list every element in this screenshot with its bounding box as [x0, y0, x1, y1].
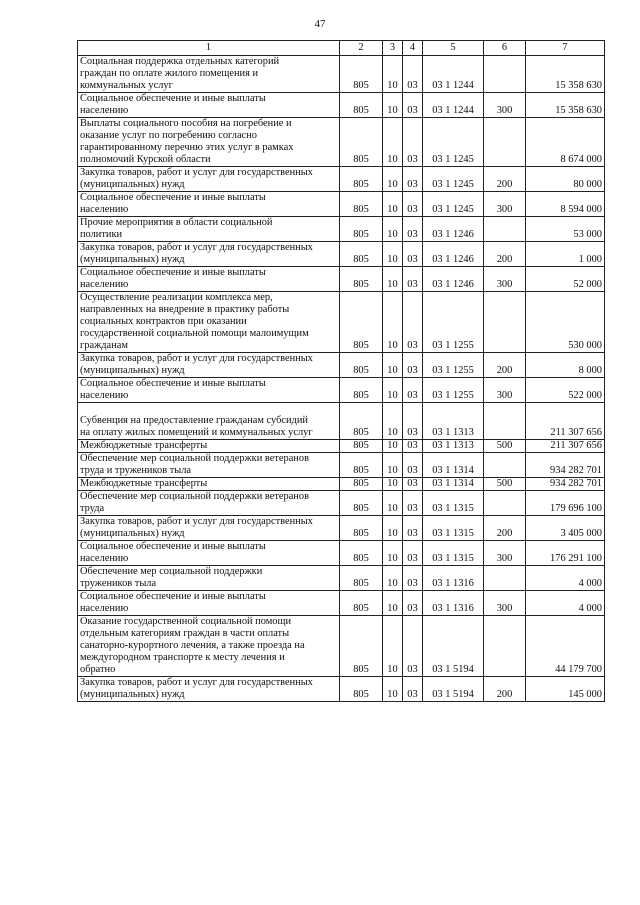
cell-pr: 03 — [403, 378, 423, 403]
cell-pr: 03 — [403, 192, 423, 217]
cell-sum: 211 307 656 — [526, 440, 605, 453]
cell-vr: 300 — [484, 192, 526, 217]
cell-vr: 200 — [484, 516, 526, 541]
cell-rz: 10 — [383, 453, 403, 478]
cell-grbs: 805 — [340, 217, 383, 242]
cell-grbs: 805 — [340, 541, 383, 566]
table-row — [78, 192, 605, 217]
cell-grbs: 805 — [340, 591, 383, 616]
cell-name: Обеспечение мер социальной поддержки тружеников тыла — [78, 566, 340, 591]
cell-rz: 10 — [383, 677, 403, 702]
cell-csr: 03 1 1316 — [423, 591, 484, 616]
cell-csr: 03 1 1255 — [423, 378, 484, 403]
table-row — [78, 93, 605, 118]
cell-sum: 179 696 100 — [526, 491, 605, 516]
cell-grbs: 805 — [340, 118, 383, 167]
cell-pr: 03 — [403, 217, 423, 242]
cell-sum: 80 000 — [526, 167, 605, 192]
cell-pr: 03 — [403, 267, 423, 292]
table-row — [78, 267, 605, 292]
cell-sum: 53 000 — [526, 217, 605, 242]
page-number: 47 — [314, 18, 326, 30]
cell-rz: 10 — [383, 118, 403, 167]
cell-vr — [484, 491, 526, 516]
cell-rz: 10 — [383, 242, 403, 267]
cell-pr: 03 — [403, 516, 423, 541]
table-row — [78, 353, 605, 378]
cell-sum: 176 291 100 — [526, 541, 605, 566]
table-row — [78, 491, 605, 516]
cell-rz: 10 — [383, 93, 403, 118]
cell-grbs: 805 — [340, 292, 383, 353]
table-row — [78, 403, 605, 440]
cell-vr: 300 — [484, 93, 526, 118]
cell-pr: 03 — [403, 56, 423, 93]
cell-csr: 03 1 1245 — [423, 167, 484, 192]
cell-vr: 300 — [484, 378, 526, 403]
cell-sum: 145 000 — [526, 677, 605, 702]
cell-sum: 934 282 701 — [526, 453, 605, 478]
table-row — [78, 591, 605, 616]
cell-grbs: 805 — [340, 491, 383, 516]
cell-grbs: 805 — [340, 516, 383, 541]
table-row — [78, 616, 605, 677]
cell-rz: 10 — [383, 616, 403, 677]
cell-rz: 10 — [383, 267, 403, 292]
cell-vr — [484, 453, 526, 478]
cell-pr: 03 — [403, 403, 423, 440]
table-body — [78, 56, 605, 702]
cell-sum: 522 000 — [526, 378, 605, 403]
cell-rz: 10 — [383, 353, 403, 378]
table-row — [78, 292, 605, 353]
header-col-rz: 3 — [383, 41, 403, 56]
cell-vr: 200 — [484, 677, 526, 702]
cell-csr: 03 1 1245 — [423, 118, 484, 167]
cell-sum: 8 674 000 — [526, 118, 605, 167]
table-row — [78, 541, 605, 566]
cell-pr: 03 — [403, 242, 423, 267]
table-row — [78, 217, 605, 242]
cell-csr: 03 1 1315 — [423, 491, 484, 516]
cell-pr: 03 — [403, 478, 423, 491]
cell-vr — [484, 217, 526, 242]
cell-vr: 300 — [484, 541, 526, 566]
header-col-name: 1 — [78, 41, 340, 56]
cell-name: Закупка товаров, работ и услуг для государственных (муниципальных) нужд — [78, 167, 340, 192]
cell-grbs: 805 — [340, 167, 383, 192]
cell-csr: 03 1 1246 — [423, 242, 484, 267]
cell-vr: 500 — [484, 478, 526, 491]
cell-csr: 03 1 5194 — [423, 677, 484, 702]
cell-rz: 10 — [383, 440, 403, 453]
cell-pr: 03 — [403, 118, 423, 167]
table-row — [78, 242, 605, 267]
cell-csr: 03 1 1244 — [423, 93, 484, 118]
cell-name: Выплаты социального пособия на погребение и оказание услуг по погребению согласно гарантированному перечню этих услуг в рамках полномочий Курской области — [78, 118, 340, 167]
table-row — [78, 440, 605, 453]
cell-pr: 03 — [403, 93, 423, 118]
cell-csr: 03 1 1316 — [423, 566, 484, 591]
table-row — [78, 56, 605, 93]
cell-name: Осуществление реализации комплекса мер, направленных на внедрение в практику работы социальных контрактов при оказании государственной социальной помощи малоимущим гражданам — [78, 292, 340, 353]
cell-grbs: 805 — [340, 192, 383, 217]
cell-name: Социальное обеспечение и иные выплаты населению — [78, 192, 340, 217]
cell-name: Социальное обеспечение и иные выплаты населению — [78, 591, 340, 616]
cell-rz: 10 — [383, 516, 403, 541]
cell-rz: 10 — [383, 566, 403, 591]
cell-sum: 530 000 — [526, 292, 605, 353]
cell-vr: 300 — [484, 591, 526, 616]
cell-rz: 10 — [383, 403, 403, 440]
cell-vr — [484, 56, 526, 93]
cell-name: Социальная поддержка отдельных категорий граждан по оплате жилого помещения и коммунальных услуг — [78, 56, 340, 93]
cell-csr: 03 1 1315 — [423, 516, 484, 541]
cell-grbs: 805 — [340, 267, 383, 292]
cell-rz: 10 — [383, 491, 403, 516]
cell-sum: 211 307 656 — [526, 403, 605, 440]
cell-pr: 03 — [403, 616, 423, 677]
cell-pr: 03 — [403, 353, 423, 378]
cell-csr: 03 1 1315 — [423, 541, 484, 566]
cell-name: Оказание государственной социальной помощи отдельным категориям граждан в части оплаты санаторно-курортного лечения, а также проезда на междугородном транспорте к месту лечения и обратно — [78, 616, 340, 677]
cell-pr: 03 — [403, 440, 423, 453]
cell-name: Межбюджетные трансферты — [78, 440, 340, 453]
cell-csr: 03 1 1245 — [423, 192, 484, 217]
cell-vr — [484, 403, 526, 440]
cell-sum: 44 179 700 — [526, 616, 605, 677]
cell-pr: 03 — [403, 453, 423, 478]
cell-name: Обеспечение мер социальной поддержки ветеранов труда — [78, 491, 340, 516]
cell-rz: 10 — [383, 192, 403, 217]
cell-rz: 10 — [383, 478, 403, 491]
cell-name: Социальное обеспечение и иные выплаты населению — [78, 378, 340, 403]
cell-grbs: 805 — [340, 353, 383, 378]
cell-rz: 10 — [383, 292, 403, 353]
cell-vr: 200 — [484, 242, 526, 267]
header-col-sum: 7 — [526, 41, 605, 56]
header-row — [78, 41, 605, 56]
cell-name: Межбюджетные трансферты — [78, 478, 340, 491]
cell-rz: 10 — [383, 56, 403, 93]
cell-grbs: 805 — [340, 616, 383, 677]
cell-name: Закупка товаров, работ и услуг для государственных (муниципальных) нужд — [78, 516, 340, 541]
table-row — [78, 167, 605, 192]
cell-grbs: 805 — [340, 56, 383, 93]
cell-pr: 03 — [403, 292, 423, 353]
header-col-pr: 4 — [403, 41, 423, 56]
cell-grbs: 805 — [340, 566, 383, 591]
cell-vr — [484, 616, 526, 677]
cell-pr: 03 — [403, 541, 423, 566]
cell-grbs: 805 — [340, 403, 383, 440]
cell-csr: 03 1 1246 — [423, 217, 484, 242]
cell-name: Закупка товаров, работ и услуг для государственных (муниципальных) нужд — [78, 353, 340, 378]
table-row — [78, 516, 605, 541]
table-row — [78, 478, 605, 491]
cell-rz: 10 — [383, 591, 403, 616]
cell-name: Социальное обеспечение и иные выплаты населению — [78, 93, 340, 118]
cell-vr: 500 — [484, 440, 526, 453]
cell-name: Закупка товаров, работ и услуг для государственных (муниципальных) нужд — [78, 677, 340, 702]
header-col-grbs: 2 — [340, 41, 383, 56]
cell-csr: 03 1 1255 — [423, 292, 484, 353]
budget-table — [77, 40, 605, 702]
cell-grbs: 805 — [340, 378, 383, 403]
cell-vr — [484, 292, 526, 353]
cell-pr: 03 — [403, 591, 423, 616]
cell-csr: 03 1 1255 — [423, 353, 484, 378]
cell-rz: 10 — [383, 167, 403, 192]
cell-pr: 03 — [403, 677, 423, 702]
cell-sum: 4 000 — [526, 566, 605, 591]
cell-csr: 03 1 1314 — [423, 478, 484, 491]
cell-sum: 8 000 — [526, 353, 605, 378]
cell-grbs: 805 — [340, 242, 383, 267]
cell-name: Социальное обеспечение и иные выплаты населению — [78, 267, 340, 292]
cell-name: Прочие мероприятия в области социальной политики — [78, 217, 340, 242]
cell-grbs: 805 — [340, 440, 383, 453]
header-col-vr: 6 — [484, 41, 526, 56]
cell-sum: 15 358 630 — [526, 56, 605, 93]
table-row — [78, 566, 605, 591]
cell-vr — [484, 566, 526, 591]
cell-name: Субвенция на предоставление гражданам субсидий на оплату жилых помещений и коммунальных услуг — [78, 403, 340, 440]
cell-sum: 4 000 — [526, 591, 605, 616]
table-row — [78, 118, 605, 167]
cell-sum: 934 282 701 — [526, 478, 605, 491]
cell-pr: 03 — [403, 491, 423, 516]
cell-pr: 03 — [403, 566, 423, 591]
cell-csr: 03 1 1244 — [423, 56, 484, 93]
cell-name: Социальное обеспечение и иные выплаты населению — [78, 541, 340, 566]
cell-sum: 1 000 — [526, 242, 605, 267]
cell-vr: 300 — [484, 267, 526, 292]
cell-grbs: 805 — [340, 93, 383, 118]
cell-sum: 3 405 000 — [526, 516, 605, 541]
cell-csr: 03 1 1313 — [423, 403, 484, 440]
cell-csr: 03 1 1314 — [423, 453, 484, 478]
header-col-csr: 5 — [423, 41, 484, 56]
cell-csr: 03 1 5194 — [423, 616, 484, 677]
table-row — [78, 677, 605, 702]
cell-grbs: 805 — [340, 453, 383, 478]
cell-name: Закупка товаров, работ и услуг для государственных (муниципальных) нужд — [78, 242, 340, 267]
table-row — [78, 453, 605, 478]
cell-csr: 03 1 1313 — [423, 440, 484, 453]
cell-vr — [484, 118, 526, 167]
cell-rz: 10 — [383, 217, 403, 242]
cell-rz: 10 — [383, 541, 403, 566]
cell-sum: 8 594 000 — [526, 192, 605, 217]
cell-name: Обеспечение мер социальной поддержки ветеранов труда и тружеников тыла — [78, 453, 340, 478]
cell-sum: 52 000 — [526, 267, 605, 292]
cell-pr: 03 — [403, 167, 423, 192]
cell-csr: 03 1 1246 — [423, 267, 484, 292]
cell-vr: 200 — [484, 167, 526, 192]
cell-sum: 15 358 630 — [526, 93, 605, 118]
table-row — [78, 378, 605, 403]
cell-vr: 200 — [484, 353, 526, 378]
cell-rz: 10 — [383, 378, 403, 403]
cell-grbs: 805 — [340, 677, 383, 702]
cell-grbs: 805 — [340, 478, 383, 491]
